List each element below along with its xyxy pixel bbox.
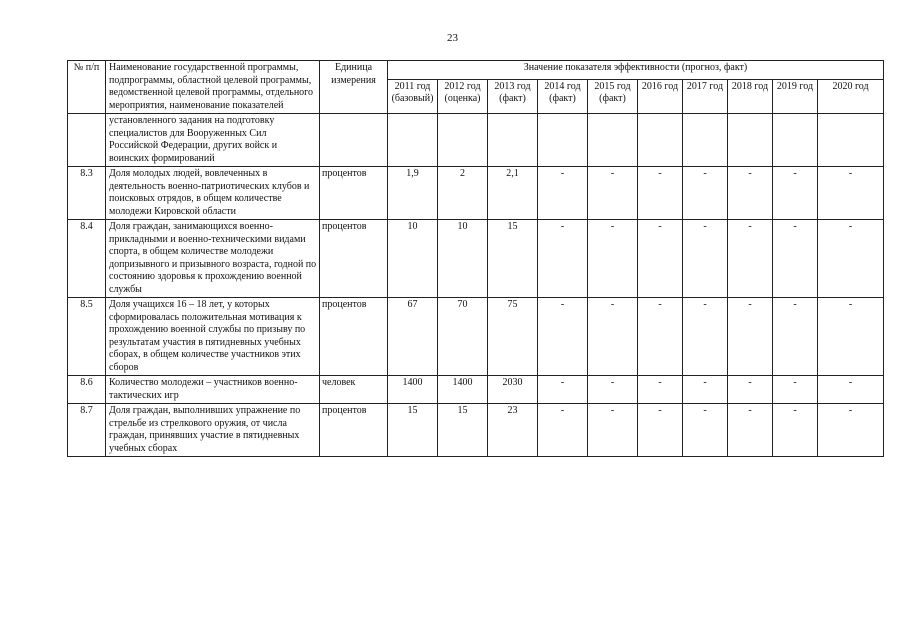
table-row: [68, 376, 884, 404]
indicator-value: -: [638, 404, 683, 457]
indicator-value: -: [538, 376, 588, 404]
indicator-value: -: [588, 167, 638, 220]
header-year: 2016 год: [638, 79, 683, 113]
indicator-value: 2: [438, 167, 488, 220]
indicator-value: -: [818, 167, 884, 220]
unit-of-measure: процентов: [320, 167, 388, 220]
unit-of-measure: [320, 114, 388, 167]
indicator-name: Доля учащихся 16 – 18 лет, у которых сформировалась положительная мотивация к прохождению военной службы по призыву по результатам участия в пятидневных учебных сборах, в общем количестве участников этих сборов: [106, 298, 320, 376]
indicator-value: -: [728, 298, 773, 376]
header-year: 2017 год: [683, 79, 728, 113]
table-row: [68, 167, 884, 220]
header-year: 2011 год (базовый): [388, 79, 438, 113]
indicator-value: -: [728, 404, 773, 457]
indicator-value: 23: [488, 404, 538, 457]
indicator-value: 1400: [438, 376, 488, 404]
page-number: 23: [447, 32, 458, 44]
indicator-name: Количество молодежи – участников военно-тактических игр: [106, 376, 320, 404]
unit-of-measure: процентов: [320, 404, 388, 457]
indicator-value: [538, 114, 588, 167]
header-year: 2015 год (факт): [588, 79, 638, 113]
indicator-value: -: [638, 376, 683, 404]
header-year: 2013 год (факт): [488, 79, 538, 113]
indicator-value: [683, 114, 728, 167]
indicator-value: -: [728, 167, 773, 220]
header-values-group: Значение показателя эффективности (прогноз, факт): [388, 61, 884, 80]
indicator-name: Доля молодых людей, вовлеченных в деятельность военно-патриотических клубов и поисковых отрядов, в общем количестве молодежи Кировской области: [106, 167, 320, 220]
indicator-value: 1400: [388, 376, 438, 404]
indicator-value: -: [773, 220, 818, 298]
indicator-value: [728, 114, 773, 167]
indicator-value: 2,1: [488, 167, 538, 220]
table-row: [68, 298, 884, 376]
table-header: [68, 61, 884, 114]
indicator-value: -: [818, 376, 884, 404]
indicator-value: -: [728, 220, 773, 298]
table-row: [68, 114, 884, 167]
table-body: [68, 114, 884, 457]
indicator-value: -: [818, 298, 884, 376]
indicator-value: 10: [438, 220, 488, 298]
indicator-name: Доля граждан, занимающихся военно-прикладными и военно-техническими видами спорта, в общем количестве молодежи допризывного и призывного возраста, годной по состоянию здоровья к прохождению военной службы: [106, 220, 320, 298]
indicator-value: -: [683, 298, 728, 376]
indicator-value: [488, 114, 538, 167]
header-year: 2019 год: [773, 79, 818, 113]
indicator-value: -: [773, 376, 818, 404]
unit-of-measure: процентов: [320, 220, 388, 298]
indicator-value: -: [588, 220, 638, 298]
header-year: 2018 год: [728, 79, 773, 113]
indicator-value: -: [818, 220, 884, 298]
row-number: 8.7: [68, 404, 106, 457]
header-year: 2020 год: [818, 79, 884, 113]
indicator-value: 67: [388, 298, 438, 376]
row-number: 8.4: [68, 220, 106, 298]
indicator-value: 75: [488, 298, 538, 376]
indicator-name: Доля граждан, выполнивших упражнение по стрельбе из стрелкового оружия, от числа граждан, принявших участие в пятидневных учебных сборах: [106, 404, 320, 457]
indicator-value: -: [588, 376, 638, 404]
row-number: 8.5: [68, 298, 106, 376]
header-year: 2012 год (оценка): [438, 79, 488, 113]
table-row: [68, 404, 884, 457]
header-year: 2014 год (факт): [538, 79, 588, 113]
indicator-value: [773, 114, 818, 167]
unit-of-measure: человек: [320, 376, 388, 404]
indicator-value: -: [588, 298, 638, 376]
indicator-value: [388, 114, 438, 167]
indicator-value: -: [538, 167, 588, 220]
indicator-value: [638, 114, 683, 167]
row-number: 8.3: [68, 167, 106, 220]
indicator-value: -: [683, 167, 728, 220]
indicators-table: [67, 60, 884, 457]
indicator-value: -: [538, 298, 588, 376]
indicator-value: -: [683, 220, 728, 298]
indicator-value: -: [638, 220, 683, 298]
indicator-value: 1,9: [388, 167, 438, 220]
indicator-value: [588, 114, 638, 167]
indicator-value: [818, 114, 884, 167]
indicator-value: -: [683, 376, 728, 404]
unit-of-measure: процентов: [320, 298, 388, 376]
table-row: [68, 220, 884, 298]
row-number: 8.6: [68, 376, 106, 404]
indicator-name: установленного задания на подготовку специалистов для Вооруженных Сил Российской Федерации, других войск и воинских формирований: [106, 114, 320, 167]
indicator-value: -: [818, 404, 884, 457]
header-num: № п/п: [68, 61, 106, 114]
indicator-value: 15: [388, 404, 438, 457]
indicator-value: 15: [438, 404, 488, 457]
indicator-value: -: [728, 376, 773, 404]
indicator-value: -: [538, 220, 588, 298]
indicator-value: -: [773, 404, 818, 457]
indicator-value: -: [588, 404, 638, 457]
indicator-value: 10: [388, 220, 438, 298]
header-name: Наименование государственной программы, подпрограммы, областной целевой программы, ведомственной целевой программы, отдельного мероприятия, наименование показателей: [106, 61, 320, 114]
indicator-value: 2030: [488, 376, 538, 404]
indicator-value: [438, 114, 488, 167]
row-number: [68, 114, 106, 167]
indicator-value: 70: [438, 298, 488, 376]
indicator-value: -: [538, 404, 588, 457]
indicator-value: 15: [488, 220, 538, 298]
indicator-value: -: [638, 298, 683, 376]
header-unit: Единица измерения: [320, 61, 388, 114]
indicator-value: -: [638, 167, 683, 220]
indicator-value: -: [773, 298, 818, 376]
indicator-value: -: [773, 167, 818, 220]
indicator-value: -: [683, 404, 728, 457]
